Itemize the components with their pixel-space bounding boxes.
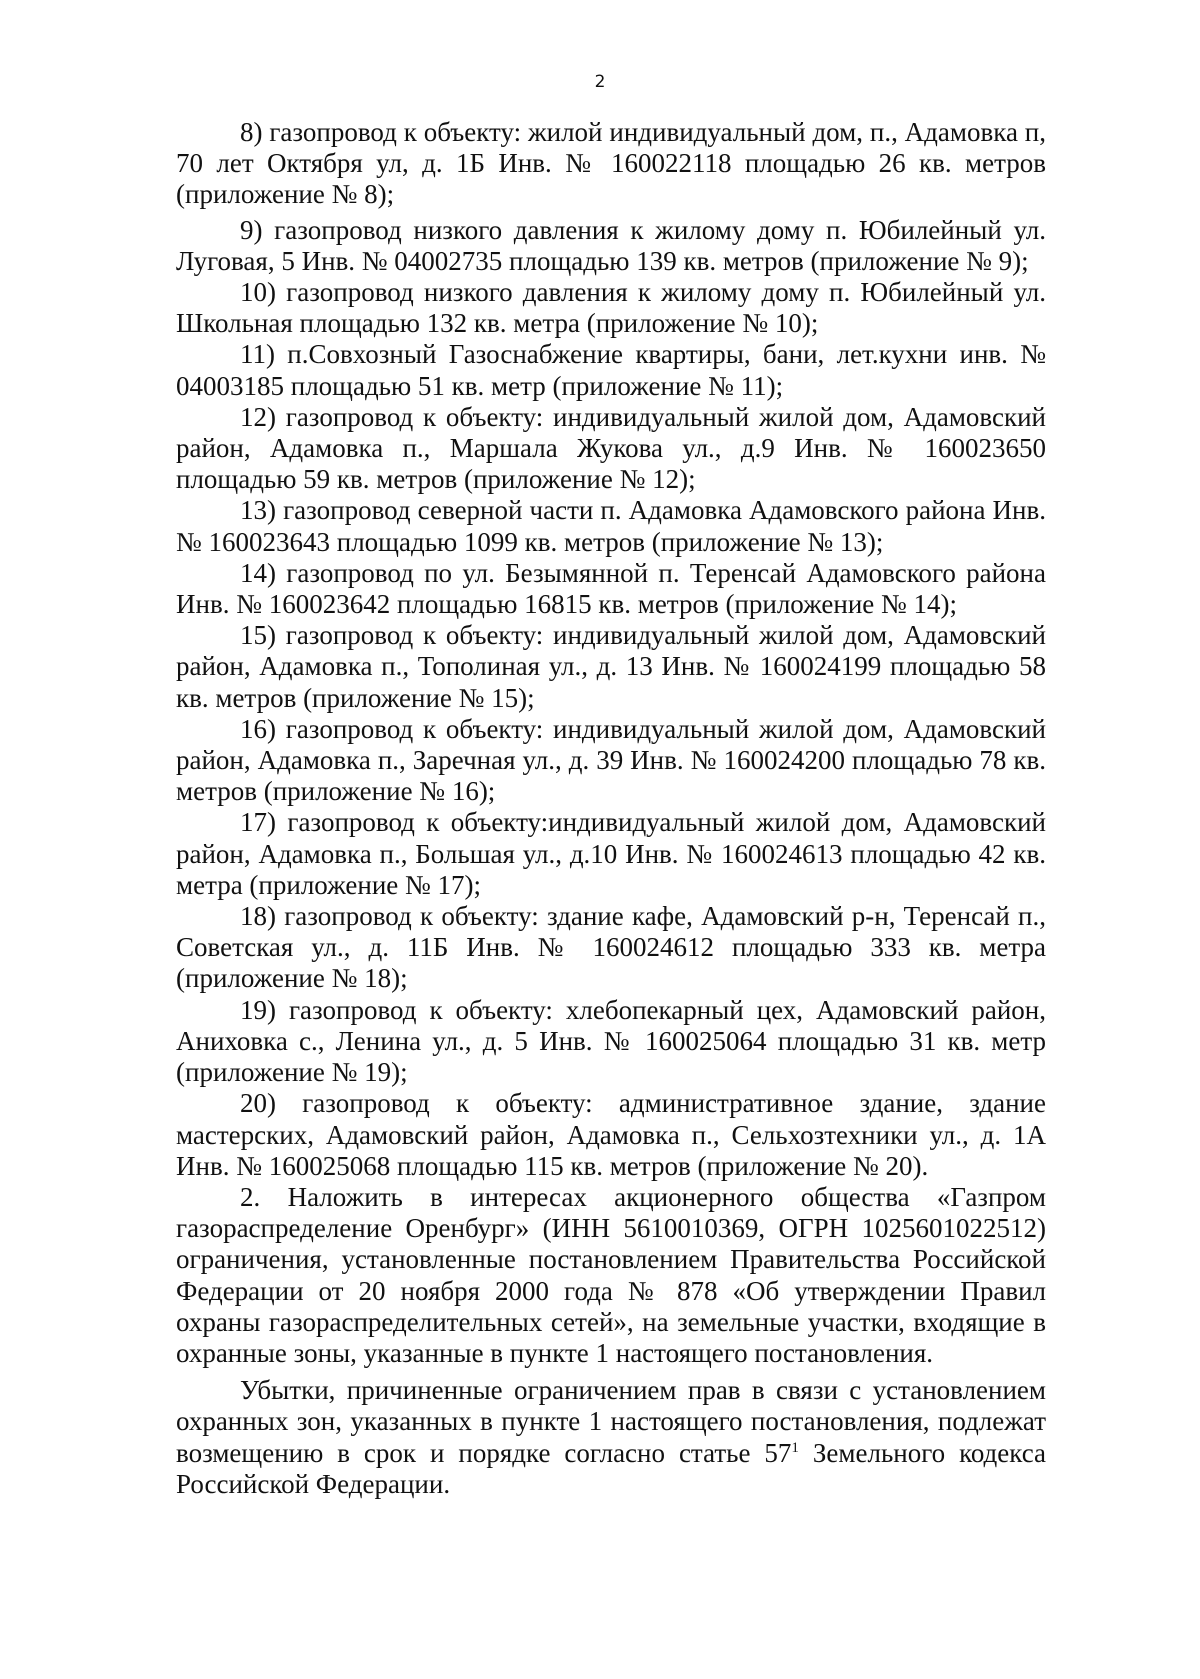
list-item-13: 13) газопровод северной части п. Адамовка Адамовского района Инв. № 160023643 площадью 1099 кв. метров (приложение № 13); xyxy=(176,495,1046,557)
list-item-8: 8) газопровод к объекту: жилой индивидуальный дом, п., Адамовка п, 70 лет Октября ул, д. 1Б Инв. № 160022118 площадью 26 кв. метров (приложение № 8); xyxy=(176,117,1046,210)
damages-paragraph xyxy=(176,1375,1046,1500)
list-item-12: 12) газопровод к объекту: индивидуальный жилой дом, Адамовский район, Адамовка п., Маршала Жукова ул., д.9 Инв. № 160023650 площадью 59 кв. метров (приложение № 12); xyxy=(176,401,1046,495)
damages-text-end: Земельного кодекса Российской Федерации. xyxy=(176,1437,1046,1499)
article-superscript: 1 xyxy=(791,1439,799,1456)
page-number: 2 xyxy=(594,72,606,92)
section-2-paragraph: 2. Наложить в интересах акционерного общества «Газпром газораспределение Оренбург» (ИНН 5610010369, ОГРН 1025601022512) ограничения, установленные постановлением Правительства Российской Федерации от 20 ноября 2000 года № 878 «Об утверждении Правил охраны газораспределительных сетей», на земельные участки, входящие в охранные зоны, указанные в пункте 1 настоящего постановления. xyxy=(176,1181,1046,1368)
list-item-14: 14) газопровод по ул. Безымянной п. Теренсай Адамовского района Инв. № 160023642 площадью 16815 кв. метров (приложение № 14); xyxy=(176,557,1046,620)
list-item-20: 20) газопровод к объекту: административное здание, здание мастерских, Адамовский район, Адамовка п., Сельхозтехники ул., д. 1А Инв. № 160025068 площадью 115 кв. метров (приложение № 20). xyxy=(176,1088,1046,1181)
list-item-15: 15) газопровод к объекту: индивидуальный жилой дом, Адамовский район, Адамовка п., Тополиная ул., д. 13 Инв. № 160024199 площадью 58 кв. метров (приложение № 15); xyxy=(176,620,1046,713)
damages-text: Убытки, причиненные ограничением прав в связи с установлением охранных зон, указанных в пункте 1 настоящего постановления, подлежат возмещению в срок и порядке согласно статье 57 xyxy=(176,1375,1046,1468)
list-item-17: 17) газопровод к объекту:индивидуальный жилой дом, Адамовский район, Адамовка п., Большая ул., д.10 Инв. № 160024613 площадью 42 кв. метра (приложение № 17); xyxy=(176,807,1046,900)
list-item-10: 10) газопровод низкого давления к жилому дому п. Юбилейный ул. Школьная площадью 132 кв. метра (приложение № 10); xyxy=(176,277,1046,339)
list-item-9: 9) газопровод низкого давления к жилому дому п. Юбилейный ул. Луговая, 5 Инв. № 04002735 площадью 139 кв. метров (приложение № 9); xyxy=(176,214,1046,276)
list-item-18: 18) газопровод к объекту: здание кафе, Адамовский р-н, Теренсай п., Советская ул., д. 11Б Инв. № 160024612 площадью 333 кв. метра (приложение № 18); xyxy=(176,901,1046,994)
list-item-19: 19) газопровод к объекту: хлебопекарный цех, Адамовский район, Аниховка с., Ленина ул., д. 5 Инв. № 160025064 площадью 31 кв. метр (приложение № 19); xyxy=(176,994,1046,1088)
list-item-16: 16) газопровод к объекту: индивидуальный жилой дом, Адамовский район, Адамовка п., Заречная ул., д. 39 Инв. № 160024200 площадью 78 кв. метров (приложение № 16); xyxy=(176,713,1046,807)
list-item-11: 11) п.Совхозный Газоснабжение квартиры, бани, лет.кухни инв. № 04003185 площадью 51 кв. метр (приложение № 11); xyxy=(176,339,1046,401)
document-body xyxy=(176,117,1046,1500)
